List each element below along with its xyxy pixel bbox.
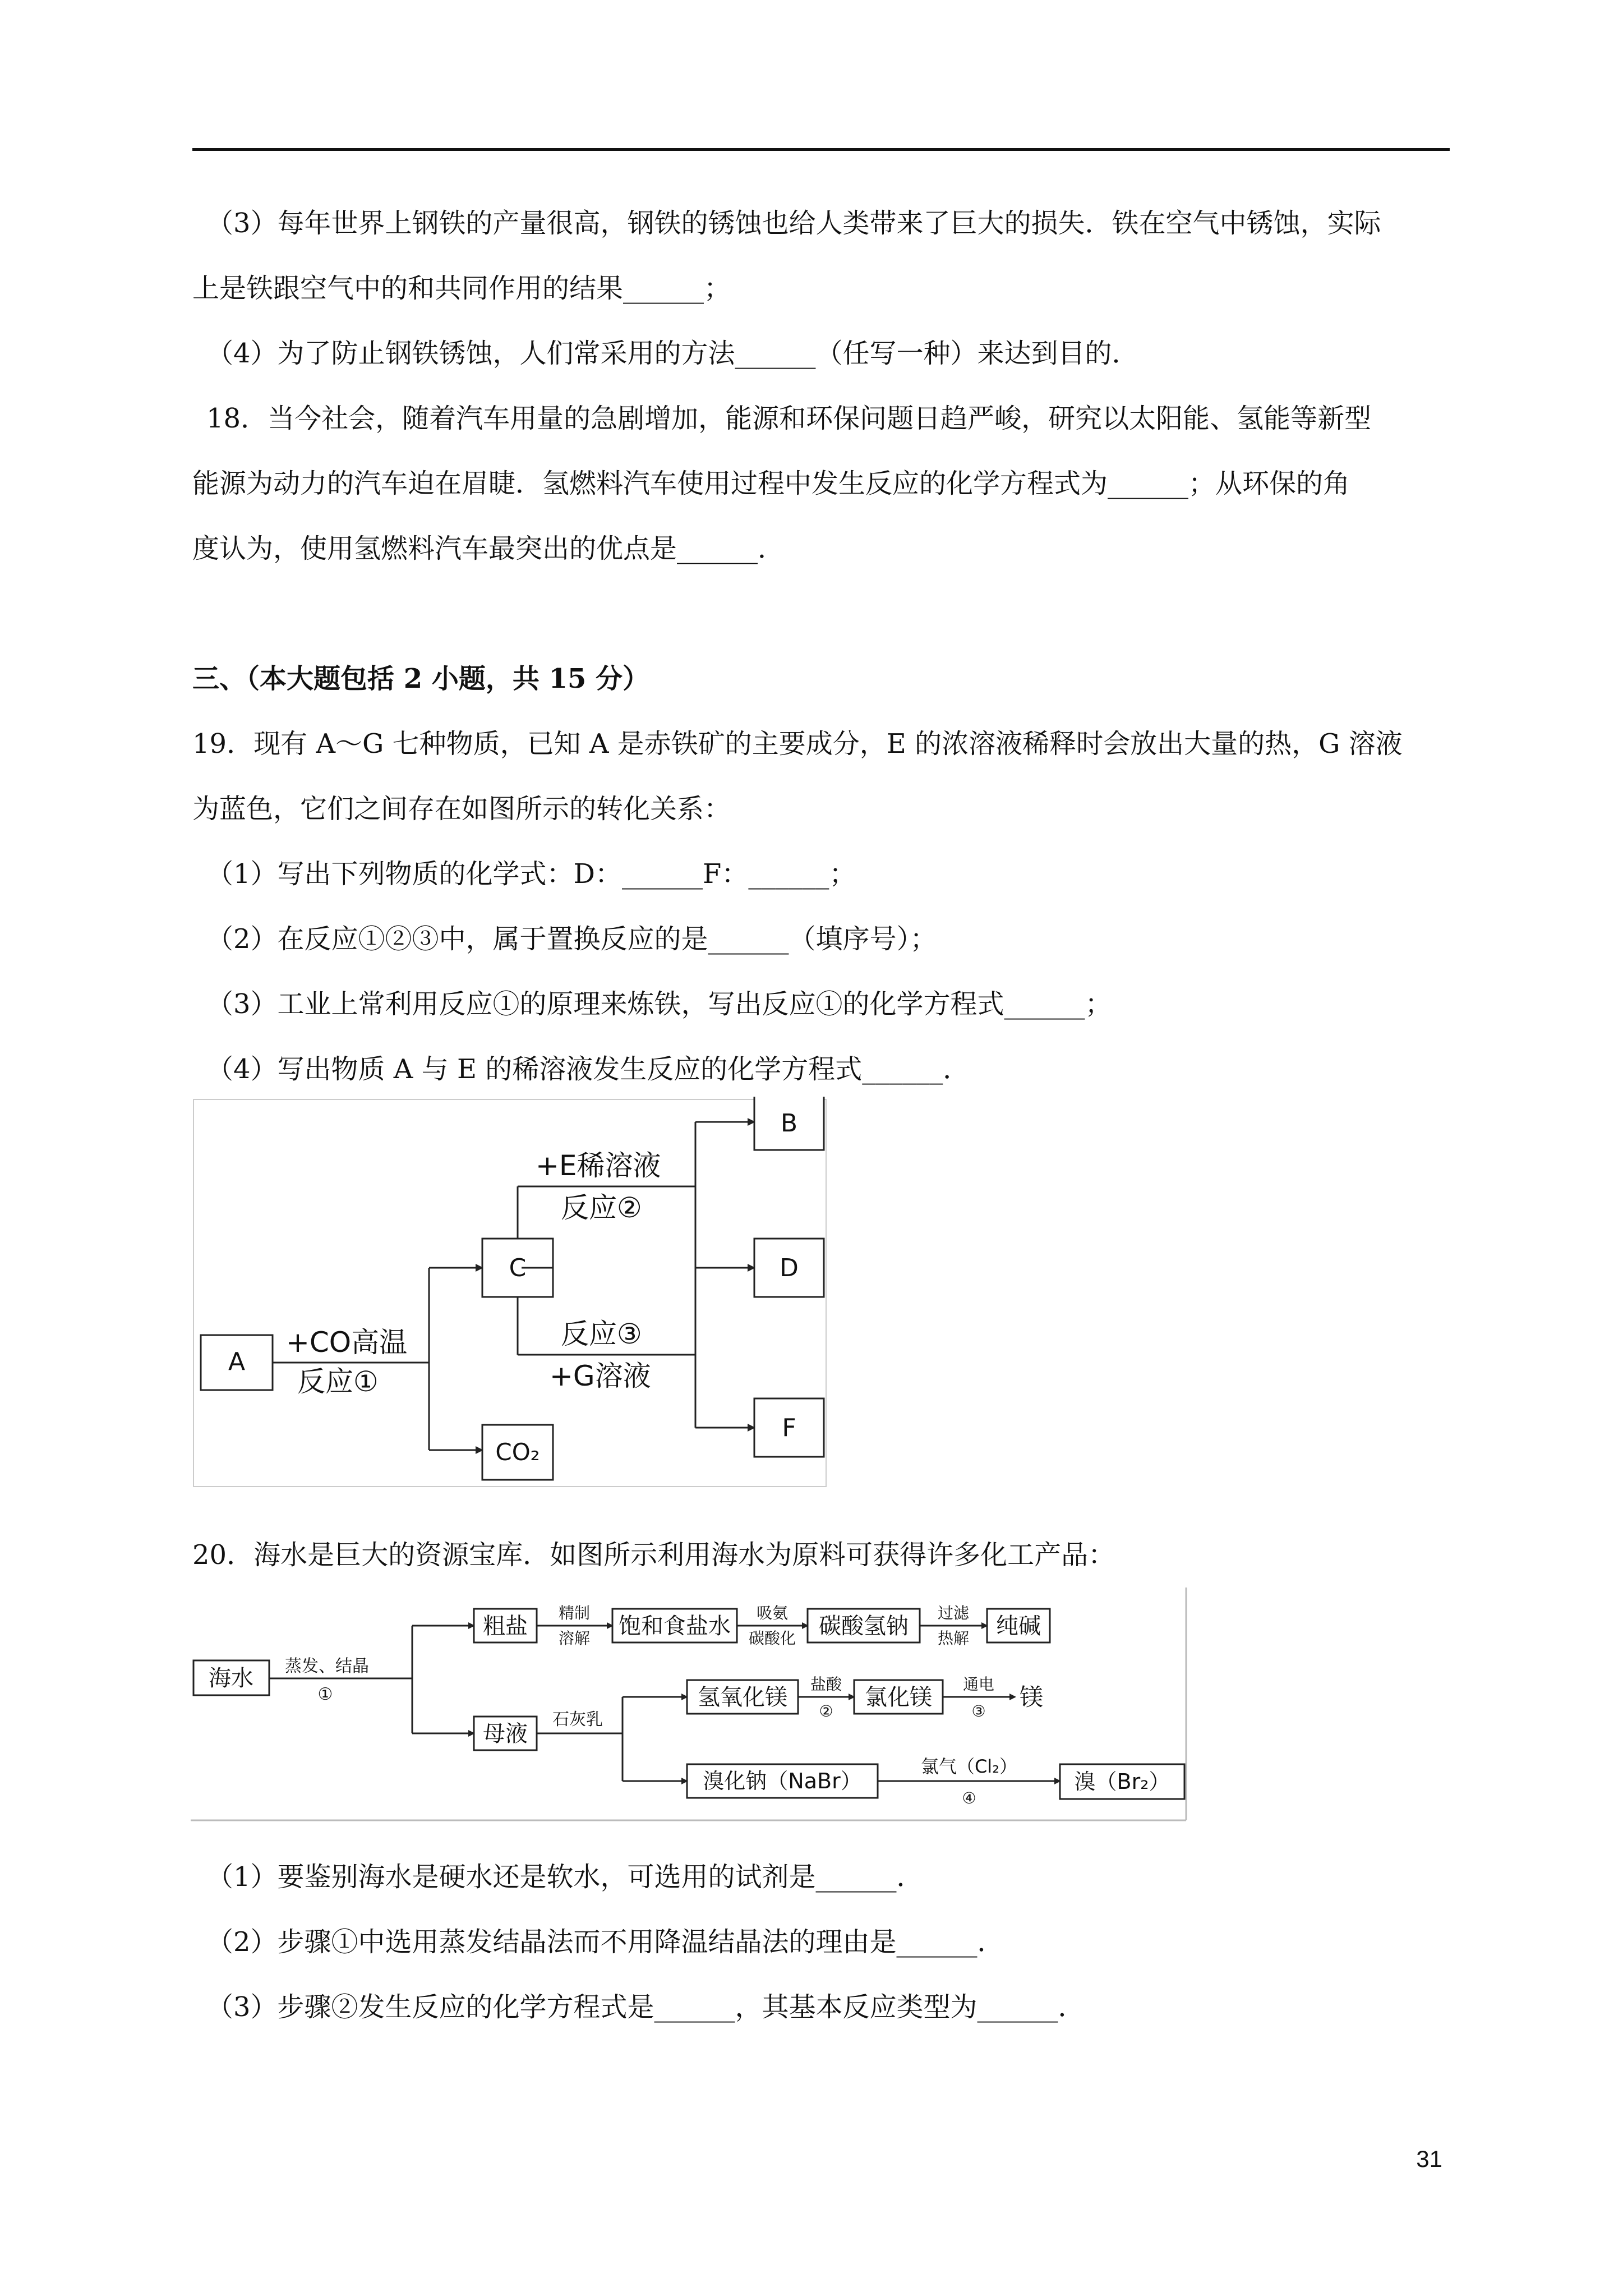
label-reaction-2: 反应② bbox=[561, 1191, 642, 1224]
question-20: 20．海水是巨大的资源宝库．如图所示利用海水为原料可获得许多化工产品： bbox=[192, 1539, 1115, 1571]
text-line: 能源为动力的汽车迫在眉睫．氢燃料汽车使用过程中发生反应的化学方程式为______；从环保的角 bbox=[192, 468, 1350, 499]
box-soda-label: 纯碱 bbox=[996, 1613, 1041, 1639]
section-title: 三、（本大题包括 2 小题，共 15 分） bbox=[192, 663, 650, 694]
label-lime-milk: 石灰乳 bbox=[552, 1710, 603, 1729]
label-pyrolysis: 热解 bbox=[937, 1629, 970, 1648]
label-step-4: ④ bbox=[962, 1789, 976, 1807]
label-electrolysis: 通电 bbox=[962, 1675, 995, 1694]
box-mother-liquor-label: 母液 bbox=[483, 1721, 528, 1747]
page-number: 31 bbox=[1416, 2146, 1442, 2172]
text-line: （4）写出物质 A 与 E 的稀溶液发生反应的化学方程式______． bbox=[206, 1053, 970, 1085]
box-b-label: B bbox=[780, 1109, 798, 1138]
text-line: （3）工业上常利用反应①的原理来炼铁，写出反应①的化学方程式______； bbox=[206, 988, 1112, 1020]
box-d-label: D bbox=[780, 1254, 799, 1282]
box-mg-hydroxide-label: 氢氧化镁 bbox=[698, 1685, 787, 1710]
box-f-label: F bbox=[782, 1414, 796, 1442]
label-co-high-temp: +CO高温 bbox=[286, 1326, 408, 1359]
label-step-1: ① bbox=[317, 1685, 333, 1704]
label-reaction-1: 反应① bbox=[297, 1365, 379, 1398]
label-hydrochloric-acid: 盐酸 bbox=[810, 1675, 842, 1694]
label-chlorine: 氯气（Cl₂） bbox=[920, 1756, 1018, 1777]
label-carbonation: 碳酸化 bbox=[748, 1629, 796, 1648]
box-brine-label: 饱和食盐水 bbox=[619, 1613, 731, 1639]
label-refine: 精制 bbox=[558, 1604, 591, 1622]
box-nabr-label: 溴化钠（NaBr） bbox=[703, 1769, 862, 1793]
label-g-solution: +G溶液 bbox=[550, 1360, 651, 1392]
product-mg: 镁 bbox=[1020, 1683, 1044, 1711]
text-line: 度认为，使用氢燃料汽车最突出的优点是______． bbox=[192, 533, 785, 564]
label-dissolve: 溶解 bbox=[558, 1629, 591, 1648]
text-line: （2）步骤①中选用蒸发结晶法而不用降温结晶法的理由是______． bbox=[206, 1926, 1004, 1958]
box-mg-chloride-label: 氯化镁 bbox=[865, 1685, 932, 1710]
label-e-dilute: +E稀溶液 bbox=[536, 1149, 661, 1182]
label-reaction-3: 反应③ bbox=[561, 1318, 642, 1350]
label-step-3: ③ bbox=[971, 1702, 986, 1720]
reaction-diagram bbox=[191, 1097, 830, 1489]
question-19: 19．现有 A～G 七种物质，已知 A 是赤铁矿的主要成分，E 的浓溶液稀释时会放出大量的热，G 溶液 bbox=[192, 728, 1403, 760]
box-co2-label: CO₂ bbox=[495, 1438, 540, 1466]
box-bicarbonate-label: 碳酸氢钠 bbox=[819, 1613, 909, 1639]
text-line: （3）步骤②发生反应的化学方程式是______，其基本反应类型为______． bbox=[206, 1991, 1085, 2023]
box-bromine-label: 溴（Br₂） bbox=[1074, 1769, 1170, 1794]
seawater-diagram bbox=[191, 1588, 1189, 1823]
box-a-label: A bbox=[228, 1347, 246, 1376]
text-line: 为蓝色，它们之间存在如图所示的转化关系： bbox=[192, 793, 731, 825]
text-line: （1）写出下列物质的化学式：D：______F：______； bbox=[206, 858, 856, 890]
label-step-2: ② bbox=[819, 1702, 833, 1720]
text-line: （1）要鉴别海水是硬水还是软水，可选用的试剂是______． bbox=[206, 1861, 924, 1893]
label-absorb-ammonia: 吸氨 bbox=[756, 1604, 789, 1622]
box-seawater-label: 海水 bbox=[209, 1665, 253, 1691]
box-c-label: C bbox=[509, 1254, 527, 1282]
header-rule bbox=[192, 148, 1450, 151]
text-line: 上是铁跟空气中的和共同作用的结果______； bbox=[192, 273, 731, 304]
question-18: 18．当今社会，随着汽车用量的急剧增加，能源和环保问题日趋严峻，研究以太阳能、氢能等新型 bbox=[206, 403, 1372, 434]
text-line: （3）每年世界上钢铁的产量很高，钢铁的锈蚀也给人类带来了巨大的损失．铁在空气中锈蚀，实际 bbox=[206, 208, 1381, 239]
text-line: （4）为了防止钢铁锈蚀，人们常采用的方法______（任写一种）来达到目的． bbox=[206, 338, 1139, 369]
box-crude-salt-label: 粗盐 bbox=[483, 1613, 528, 1639]
label-evaporation: 蒸发、结晶 bbox=[285, 1657, 369, 1676]
text-line: （2）在反应①②③中，属于置换反应的是______（填序号）； bbox=[206, 923, 937, 955]
label-filter: 过滤 bbox=[937, 1604, 970, 1622]
